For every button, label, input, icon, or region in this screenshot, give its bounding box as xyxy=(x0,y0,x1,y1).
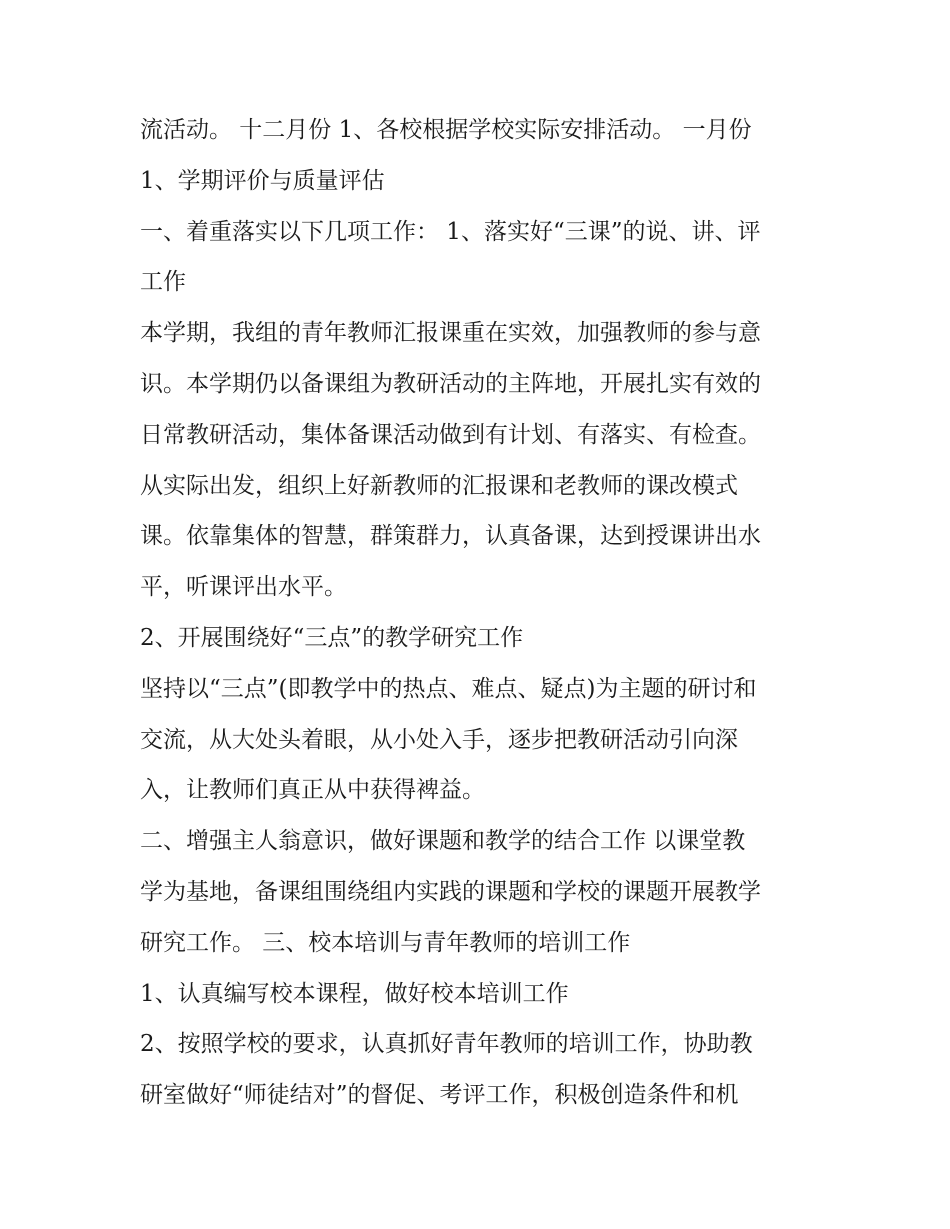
text-line: 平，听课评出水平。 xyxy=(140,574,347,601)
text-line: 入，让教师们真正从中获得裨益。 xyxy=(140,777,485,804)
text-line: 工作 xyxy=(140,269,186,296)
text-line: 2、按照学校的要求，认真抓好青年教师的培训工作，协助教 xyxy=(140,1031,753,1058)
text-line: 日常教研活动，集体备课活动做到有计划、有落实、有检查。 xyxy=(140,421,761,448)
text-line: 研究工作。 三、校本培训与青年教师的培训工作 xyxy=(140,929,631,956)
text-line: 流活动。 十二月份 1、各校根据学校实际安排活动。 一月份 xyxy=(140,117,752,143)
text-line: 研室做好“师徒结对”的督促、考评工作，积极创造条件和机 xyxy=(140,1082,739,1109)
text-line: 1、学期评价与质量评估 xyxy=(140,167,385,194)
text-line: 识。本学期仍以备课组为教研活动的主阵地，开展扎实有效的 xyxy=(140,370,761,397)
document-body xyxy=(140,105,820,1121)
text-line: 课。依靠集体的智慧，群策群力，认真备课，达到授课讲出水 xyxy=(140,523,761,550)
text-line: 学为基地，备课组围绕组内实践的课题和学校的课题开展教学 xyxy=(140,878,761,905)
text-line: 从实际出发，组织上好新教师的汇报课和老教师的课改模式 xyxy=(140,472,738,499)
text-line: 二、增强主人翁意识，做好课题和教学的结合工作 以课堂教 xyxy=(140,828,746,855)
text-line: 1、认真编写校本课程，做好校本培训工作 xyxy=(140,980,569,1007)
text-line: 坚持以“三点”(即教学中的热点、难点、疑点)为主题的研讨和 xyxy=(140,675,757,702)
text-line: 2、开展围绕好“三点”的教学研究工作 xyxy=(140,624,524,651)
text-line: 一、着重落实以下几项工作： 1、落实好“三课”的说、讲、评 xyxy=(140,218,761,245)
text-line: 交流，从大处头着眼，从小处入手，逐步把教研活动引向深 xyxy=(140,726,738,753)
text-line: 本学期，我组的青年教师汇报课重在实效，加强教师的参与意 xyxy=(140,320,761,347)
